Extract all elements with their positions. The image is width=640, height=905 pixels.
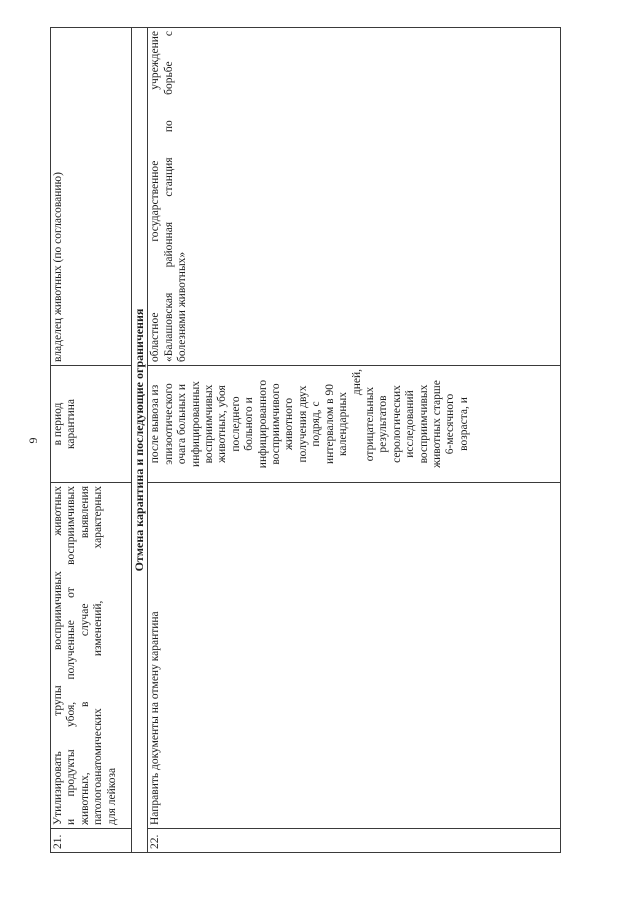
responsible-cell xyxy=(148,28,561,366)
action-cell: Направить документы на отмену карантина xyxy=(148,483,561,829)
section-header-row xyxy=(132,28,148,853)
action-line: для лейкоза xyxy=(105,767,118,825)
section-title: Отмена карантина и последующие ограничения xyxy=(132,28,148,853)
action-line: животных, в случае выявления xyxy=(78,486,91,825)
term-line: восприимчивых xyxy=(203,384,216,464)
responsible-line: областное государственное учреждение xyxy=(149,31,162,362)
term-line: инфицированных xyxy=(189,381,202,467)
rotated-page-content xyxy=(26,28,595,853)
term-line: получения двух xyxy=(296,385,309,463)
term-cell xyxy=(148,366,561,483)
term-line: последнего xyxy=(229,396,242,452)
term-line: очага больных и xyxy=(176,383,189,465)
responsible-cell: владелец животных (по согласованию) xyxy=(51,28,132,366)
term-line: карантина xyxy=(65,399,78,449)
page-number: 9 xyxy=(26,437,40,444)
row-number: 21. xyxy=(51,829,132,853)
action-line: патологоанатомических изменений, характерных xyxy=(92,486,105,825)
action-line: Утилизировать трупы восприимчивых животных xyxy=(52,486,64,825)
term-line: результатов xyxy=(377,395,390,453)
term-line: отрицательных xyxy=(363,386,376,462)
term-line: инфицированного xyxy=(256,379,269,469)
term-line: исследований xyxy=(404,390,417,458)
responsible-line: болезнями животных» xyxy=(176,251,189,362)
term-line: восприимчивых xyxy=(417,384,430,464)
term-line: после вывоза из xyxy=(149,384,162,464)
term-line: интервалом в 90 xyxy=(323,384,336,464)
term-line: животных старше xyxy=(430,380,443,468)
term-line: календарных xyxy=(337,392,350,456)
term-line: возраста, и xyxy=(457,397,470,451)
term-line: животных, убоя xyxy=(216,385,229,463)
term-line: в период xyxy=(52,402,64,446)
row-number: 22. xyxy=(148,829,561,853)
action-cell xyxy=(51,483,132,829)
term-line: животного xyxy=(283,397,296,451)
table-row xyxy=(51,28,132,853)
term-line: эпизоотического xyxy=(162,383,175,465)
quarantine-measures-table xyxy=(50,27,561,853)
term-line: серологических xyxy=(390,385,403,463)
term-line: больного и xyxy=(243,397,256,451)
term-cell xyxy=(51,366,132,483)
responsible-line: «Балашовская районная станция по борьбе с xyxy=(162,31,175,362)
term-line: 6-месячного xyxy=(444,393,457,455)
table-row xyxy=(148,28,561,853)
term-line: восприимчивого xyxy=(270,383,283,465)
term-line: подряд, с xyxy=(310,401,323,447)
action-line: и продукты убоя, полученные от восприимчивых xyxy=(65,486,78,825)
term-line: дней, xyxy=(350,369,363,396)
